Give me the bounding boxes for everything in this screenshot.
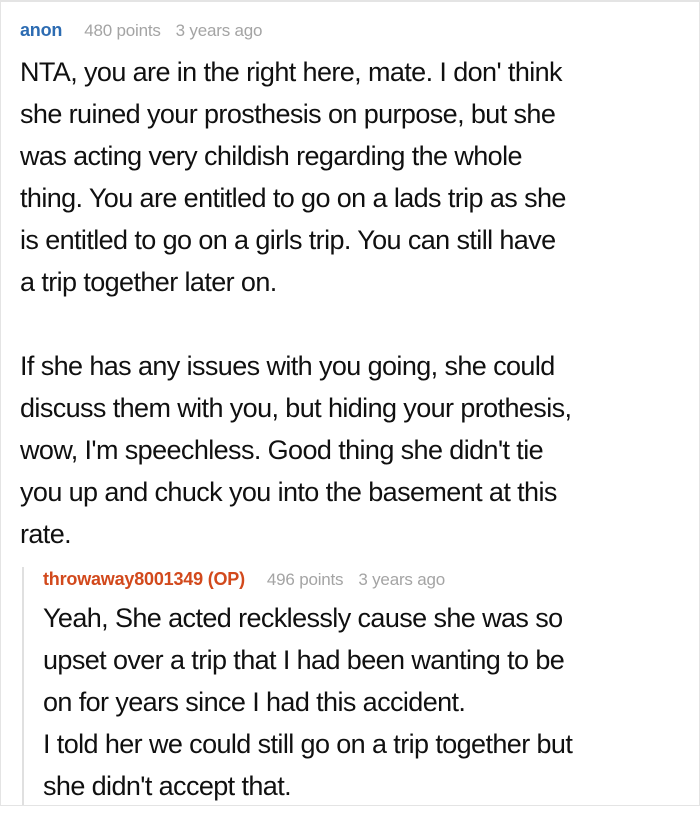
reply-body-line: I told her we could still go on a trip together but [43,729,573,759]
comment-author-link[interactable]: anon [20,20,63,40]
comment-paragraph [20,345,687,555]
comment-body-line: a trip together later on. [20,267,277,297]
comment-points: 480 points [84,21,161,40]
reply-body-line: upset over a trip that I had been wanting to be [43,645,565,675]
reply-body-line: on for years since I had this accident. [43,687,466,717]
comment-body-line: you up and chuck you into the basement at this [20,477,557,507]
reply-body-line: she didn't accept that. [43,771,292,801]
comment-body-line: is entitled to go on a girls trip. You can still have [20,225,556,255]
comment-timestamp: 3 years ago [175,21,263,40]
comment [20,18,687,555]
comment-body-line: discuss them with you, but hiding your prothesis, [20,393,572,423]
reply-author-link[interactable]: throwaway8001349 (OP) [43,569,245,589]
comment-body-line: thing. You are entitled to go on a lads trip as she [20,183,566,213]
reply-header [43,567,687,591]
reply-comment [22,567,687,806]
comment-paragraph [20,51,687,303]
reply-body-line: Yeah, She acted recklessly cause she was so [43,603,563,633]
comment-body-line: she ruined your prosthesis on purpose, but she [20,99,556,129]
comment-body-line: wow, I'm speechless. Good thing she didn't tie [20,435,544,465]
reply-points: 496 points [266,570,344,589]
comment-body-line: If she has any issues with you going, she could [20,351,555,381]
reply-timestamp: 3 years ago [358,570,445,589]
comment-body-line: rate. [20,519,72,549]
comment-body [20,51,687,555]
comment-body-line: NTA, you are in the right here, mate. I don' think [20,57,562,87]
comment-body-line: was acting very childish regarding the whole [20,141,522,171]
comment-header [20,18,687,42]
reply-body [43,597,687,806]
